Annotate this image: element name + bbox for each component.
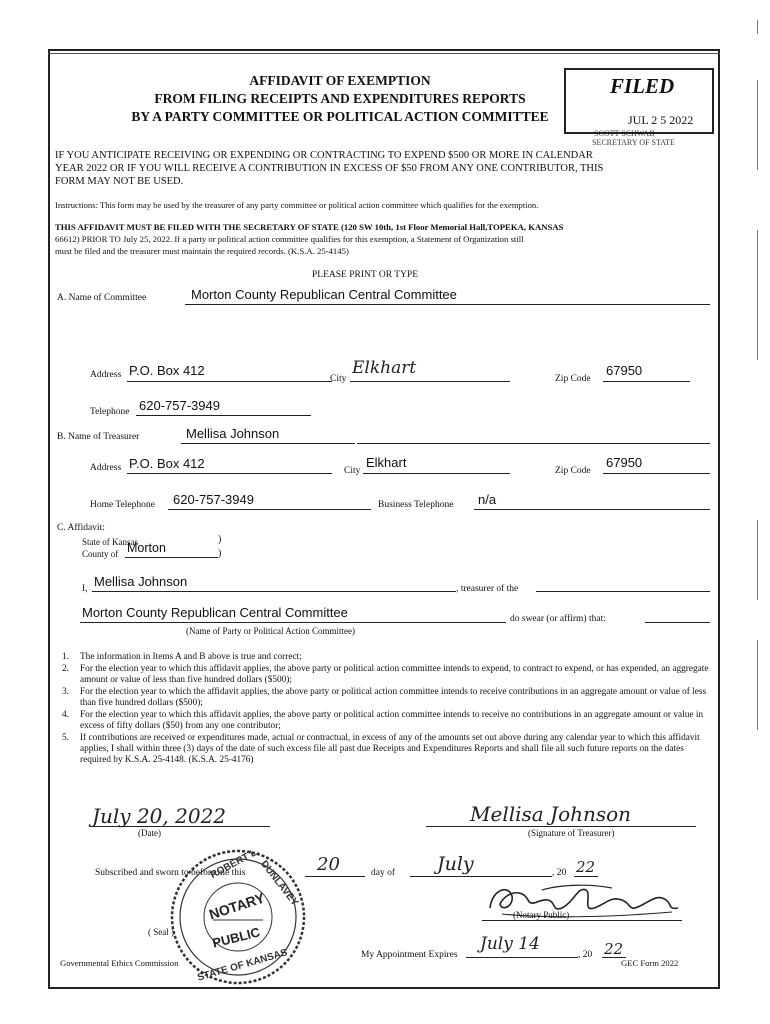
appointment-label: My Appointment Expires bbox=[361, 950, 458, 960]
b-home-phone-field[interactable]: 620-757-3949 bbox=[173, 492, 254, 507]
seal-word-notary: NOTARY bbox=[206, 889, 267, 923]
affiant-name-field[interactable]: Mellisa Johnson bbox=[94, 574, 188, 589]
stamp-office-line-1: SCOTT SCHWAB bbox=[594, 129, 655, 138]
treasurer-of-label: , treasurer of the bbox=[456, 584, 519, 594]
date-line bbox=[90, 826, 270, 827]
warning-line-3: FORM MAY NOT BE USED. bbox=[55, 176, 184, 187]
statement-item: 3. For the election year to which the affidavit applies, the above party or political action committee intends to receive contributions in an aggregate amount or value of less than five hundred dollars ($500); bbox=[62, 687, 707, 708]
filing-notice-line-2: 66612) PRIOR TO July 25, 2022. If a party or political action committee qualifies for this exemption, a Statement of Organization still bbox=[55, 234, 524, 244]
treasurer-name-field[interactable]: Mellisa Johnson bbox=[186, 426, 280, 441]
notary-seal bbox=[168, 842, 308, 992]
state-paren: ) bbox=[218, 534, 222, 545]
date-caption: (Date) bbox=[138, 828, 161, 838]
county-line bbox=[125, 557, 218, 558]
footer-form-number: GEC Form 2022 bbox=[621, 958, 679, 968]
notary-month-field[interactable]: July bbox=[437, 853, 474, 875]
warning-line-2: YEAR 2022 OR IF YOU WILL RECEIVE A CONTRIBUTION IN EXCESS OF $50 FROM ANY ONE CONTRIBUTOR, THIS bbox=[55, 163, 604, 174]
committee-name-line bbox=[185, 304, 710, 305]
title-line-2: FROM FILING RECEIPTS AND EXPENDITURES REPORTS bbox=[154, 91, 526, 106]
title-line-1: AFFIDAVIT OF EXEMPTION bbox=[249, 73, 431, 88]
affiant-name-line bbox=[92, 591, 456, 592]
statement-item: 1. The information in Items A and B above is true and correct; bbox=[62, 652, 302, 662]
statement-item: 4. For the election year to which this affidavit applies, the above party or political action committee intends to receive no contributions in an aggregate amount or value in excess of fifty dollars ($50) from any one contributor; bbox=[62, 710, 704, 731]
warning-line-1: IF YOU ANTICIPATE RECEIVING OR EXPENDING OR CONTRACTING TO EXPEND $500 OR MORE IN CALENDAR bbox=[55, 150, 593, 161]
notary-year-field[interactable]: 22 bbox=[576, 858, 596, 876]
form-border bbox=[48, 49, 720, 989]
title-line-3: BY A PARTY COMMITTEE OR POLITICAL ACTION COMMITTEE bbox=[131, 109, 549, 124]
a-telephone-label: Telephone bbox=[90, 407, 130, 417]
seal-label: ( Seal ) bbox=[148, 927, 174, 937]
committee-name-field[interactable]: Morton County Republican Central Committee bbox=[191, 287, 457, 302]
affidavit-label: C. Affidavit: bbox=[57, 523, 105, 533]
signed-date-field[interactable]: July 20, 2022 bbox=[92, 804, 227, 828]
affidavit-committee-line bbox=[80, 622, 506, 623]
affidavit-committee-field[interactable]: Morton County Republican Central Committee bbox=[82, 605, 348, 620]
b-address-line bbox=[127, 473, 332, 474]
state-label: State of Kansas bbox=[82, 537, 138, 547]
b-city-label: City bbox=[344, 466, 361, 476]
scan-edge-mark bbox=[757, 20, 758, 34]
stamp-date: JUL 2 5 2022 bbox=[628, 113, 694, 127]
b-address-field[interactable]: P.O. Box 412 bbox=[129, 456, 205, 471]
notary-day-field[interactable]: 20 bbox=[317, 854, 340, 875]
subscribed-label: Subscribed and sworn to before me this bbox=[95, 868, 246, 878]
seal-bottom-text: STATE OF KANSAS bbox=[196, 947, 289, 984]
a-address-field[interactable]: P.O. Box 412 bbox=[129, 363, 205, 378]
appointment-date-field[interactable]: July 14 bbox=[480, 934, 540, 954]
statement-item: 2. For the election year to which this affidavit applies, the above party or political action committee intends to expend, to contract to expend, or has expended, an aggregate amount or value of less than five hundred dollars ($500); bbox=[62, 664, 709, 685]
seal-word-public: PUBLIC bbox=[210, 924, 262, 951]
filing-notice-line-3: must be filed and the treasurer must maintain the required records. (K.S.A. 25-4145) bbox=[55, 246, 349, 256]
treasurer-signature: Mellisa Johnson bbox=[470, 802, 632, 826]
i-label: I, bbox=[82, 584, 88, 594]
committee-name-label: A. Name of Committee bbox=[57, 293, 147, 303]
appointment-year-prefix: , 20 bbox=[578, 950, 593, 960]
scan-edge-mark bbox=[757, 520, 758, 600]
scan-edge-mark bbox=[757, 230, 758, 360]
scan-edge-mark bbox=[757, 80, 758, 170]
b-zip-field[interactable]: 67950 bbox=[606, 455, 643, 470]
a-zip-label: Zip Code bbox=[555, 374, 591, 384]
a-city-line bbox=[350, 381, 510, 382]
print-note: PLEASE PRINT OR TYPE bbox=[312, 270, 419, 280]
b-business-phone-line bbox=[474, 509, 710, 510]
scan-edge-mark bbox=[757, 640, 758, 730]
county-paren: ) bbox=[218, 548, 222, 559]
a-city-field[interactable]: Elkhart bbox=[352, 358, 417, 378]
notary-line bbox=[482, 920, 682, 921]
treasurer-name-label: B. Name of Treasurer bbox=[57, 432, 140, 442]
statement-item: 5. If contributions are received or expenditures made, actual or contractual, in excess of any of the amounts set out above during any calendar year to which this affidavit applies, I shall within three (3) days of the date of such excess file all past due Receipts and Expenditures Reports and shall file all such future reports on the dates required by K.S.A. 25-4148. (K.S.A. 25-4176) bbox=[62, 733, 700, 765]
a-telephone-field[interactable]: 620-757-3949 bbox=[139, 398, 220, 413]
notary-caption: (Notary Public) bbox=[513, 910, 570, 920]
signature-line bbox=[426, 826, 696, 827]
form-top-rule bbox=[48, 53, 720, 54]
b-zip-label: Zip Code bbox=[555, 466, 591, 476]
b-business-phone-label: Business Telephone bbox=[378, 500, 454, 510]
county-field[interactable]: Morton bbox=[127, 541, 166, 555]
a-telephone-line bbox=[136, 415, 311, 416]
notary-year-prefix: , 20 bbox=[552, 868, 567, 878]
stamp-filed-text: FILED bbox=[610, 74, 675, 98]
a-zip-field[interactable]: 67950 bbox=[606, 363, 643, 378]
b-city-line bbox=[363, 473, 510, 474]
committee-caption: (Name of Party or Political Action Committee) bbox=[186, 626, 355, 636]
b-city-field[interactable]: Elkhart bbox=[366, 455, 407, 470]
a-zip-line bbox=[603, 381, 690, 382]
b-zip-line bbox=[603, 473, 710, 474]
county-label: County of bbox=[82, 549, 119, 559]
seal-top-text: ROBERT L. bbox=[208, 845, 262, 882]
b-address-label: Address bbox=[90, 463, 122, 473]
treasurer-name-line-ext bbox=[357, 443, 710, 444]
filed-stamp bbox=[564, 68, 714, 147]
treasurer-name-line bbox=[181, 443, 355, 444]
notary-month-line bbox=[410, 876, 552, 877]
seal-name-text: DUNLAVEY bbox=[258, 858, 301, 909]
a-city-label: City bbox=[330, 374, 347, 384]
instructions-text: Instructions: This form may be used by the treasurer of any party committee or political action committee which qualifies for the exemption. bbox=[55, 200, 539, 210]
notary-year-line bbox=[574, 876, 598, 877]
b-home-phone-label: Home Telephone bbox=[90, 500, 155, 510]
swear-line bbox=[645, 622, 710, 623]
swear-label: do swear (or affirm) that: bbox=[510, 614, 606, 624]
affidavit-statements bbox=[62, 652, 714, 767]
filing-notice-line-1: THIS AFFIDAVIT MUST BE FILED WITH THE SECRETARY OF STATE (120 SW 10th, 1st Floor Memorial Hall,TOPEKA, KANSAS bbox=[55, 222, 564, 232]
footer-commission: Governmental Ethics Commission bbox=[60, 958, 179, 968]
signature-caption: (Signature of Treasurer) bbox=[528, 828, 615, 838]
a-address-line bbox=[127, 381, 332, 382]
b-business-phone-field[interactable]: n/a bbox=[478, 492, 497, 507]
appointment-year-field[interactable]: 22 bbox=[604, 940, 624, 958]
treasurer-of-line bbox=[536, 591, 710, 592]
b-home-phone-line bbox=[168, 509, 371, 510]
notary-day-line bbox=[305, 876, 365, 877]
appointment-line bbox=[466, 957, 578, 958]
stamp-office-line-2: SECRETARY OF STATE bbox=[592, 138, 675, 147]
day-of-label: day of bbox=[371, 868, 396, 878]
a-address-label: Address bbox=[90, 370, 122, 380]
